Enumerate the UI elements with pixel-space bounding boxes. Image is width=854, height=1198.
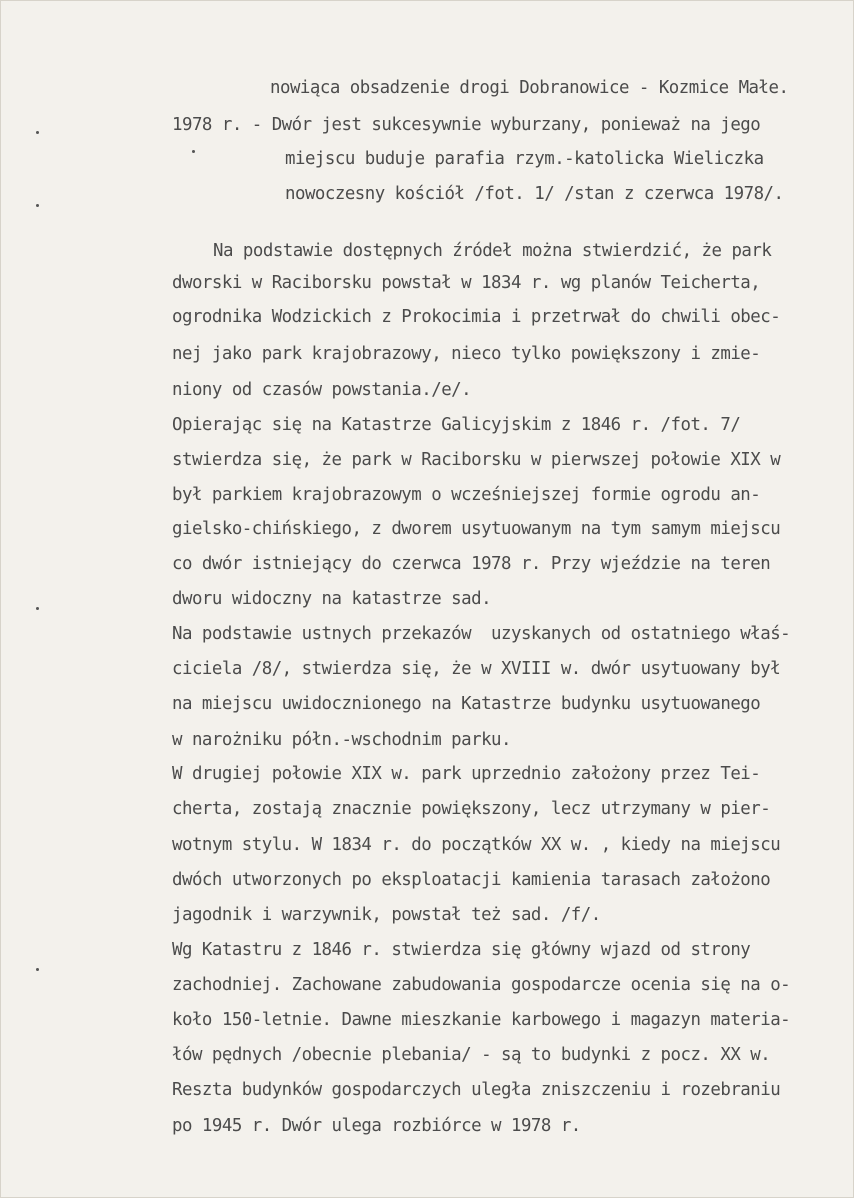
text-line: nowoczesny kościół /fot. 1/ /stan z czerwca 1978/. [285, 184, 784, 204]
text-line: zachodniej. Zachowane zabudowania gospodarcze ocenia się na o- [172, 975, 791, 995]
text-line: ogrodnika Wodzickich z Prokocimia i przetrwał do chwili obec- [172, 307, 781, 327]
text-line: w narożniku półn.-wschodnim parku. [172, 730, 511, 750]
text-line: jagodnik i warzywnik, powstał też sad. /f/. [172, 905, 601, 925]
text-line: 1978 r. - Dwór jest sukcesywnie wyburzany, ponieważ na jego [172, 115, 761, 135]
text-line: dworu widoczny na katastrze sad. [172, 589, 492, 609]
margin-dot [36, 607, 39, 610]
text-line: Wg Katastru z 1846 r. stwierdza się główny wjazd od strony [172, 940, 751, 960]
text-line: ciciela /8/, stwierdza się, że w XVIII w. dwór usytuowany był [172, 659, 781, 679]
text-line: dworski w Raciborsku powstał w 1834 r. wg planów Teicherta, [172, 273, 761, 293]
margin-dot [36, 131, 39, 134]
text-line: po 1945 r. Dwór ulega rozbiórce w 1978 r. [172, 1116, 581, 1136]
margin-dot [36, 968, 39, 971]
text-line: łów pędnych /obecnie plebania/ - są to budynki z pocz. XX w. [172, 1045, 771, 1065]
text-line: koło 150-letnie. Dawne mieszkanie karbowego i magazyn materia- [172, 1010, 791, 1030]
text-line: dwóch utworzonych po eksploatacji kamienia tarasach założono [172, 870, 771, 890]
text-line: W drugiej połowie XIX w. park uprzednio założony przez Tei- [172, 764, 761, 784]
text-line: na miejscu uwidocznionego na Katastrze budynku usytuowanego [172, 694, 761, 714]
text-line: niony od czasów powstania./e/. [172, 380, 472, 400]
text-line: Na podstawie dostępnych źródeł można stwierdzić, że park [213, 241, 772, 261]
text-line: Opierając się na Katastrze Galicyjskim z 1846 r. /fot. 7/ [172, 415, 741, 435]
margin-dot [192, 150, 195, 153]
text-line: gielsko-chińskiego, z dworem usytuowanym na tym samym miejscu [172, 519, 781, 539]
text-line: Na podstawie ustnych przekazów uzyskanych od ostatniego właś- [172, 624, 791, 644]
text-line: wotnym stylu. W 1834 r. do początków XX w. , kiedy na miejscu [172, 835, 781, 855]
text-line: był parkiem krajobrazowym o wcześniejszej formie ogrodu an- [172, 485, 761, 505]
text-line: Reszta budynków gospodarczych uległa zniszczeniu i rozebraniu [172, 1080, 781, 1100]
text-line: nej jako park krajobrazowy, nieco tylko powiększony i zmie- [172, 344, 761, 364]
text-line: stwierdza się, że park w Raciborsku w pierwszej połowie XIX w [172, 450, 781, 470]
text-line: cherta, zostają znacznie powiększony, lecz utrzymany w pier- [172, 799, 771, 819]
text-line: co dwór istniejący do czerwca 1978 r. Przy wjeździe na teren [172, 554, 771, 574]
text-line: miejscu buduje parafia rzym.-katolicka Wieliczka [285, 149, 764, 169]
text-line: nowiąca obsadzenie drogi Dobranowice - Kozmice Małe. [270, 78, 789, 98]
margin-dot [36, 204, 39, 207]
